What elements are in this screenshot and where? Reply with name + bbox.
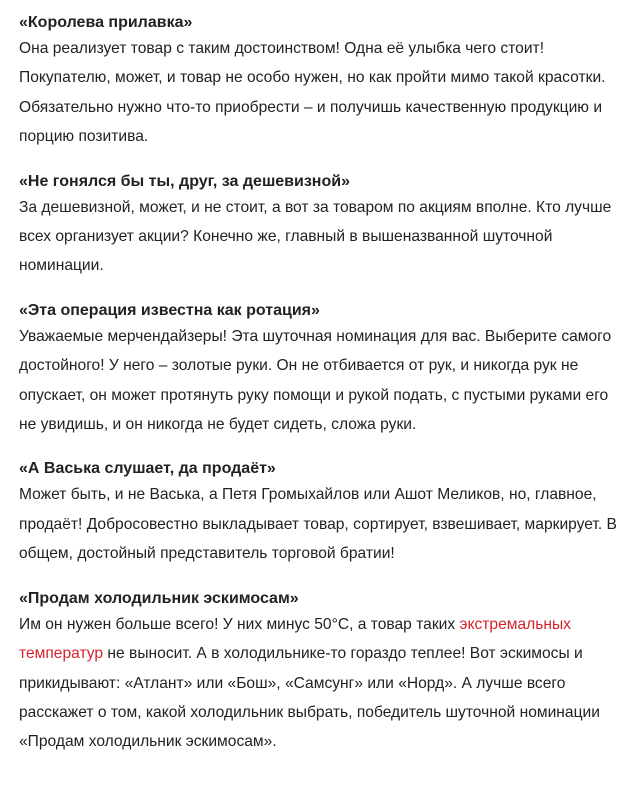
nomination-description [19,610,628,757]
nomination-description: Уважаемые мерчендайзеры! Эта шуточная номинация для вас. Выберите самого достойного! У него – золотые руки. Он не отбивается от рук, и никогда рук не опускает, он может протянуть руку помощи и рукой подать, с пустыми руками его не увидишь, и он никогда не будет сидеть, сложа руки. [19,327,612,434]
nomination-description: Она реализует товар с таким достоинством! Одна её улыбка чего стоит! Покупателю, может, и товар не особо нужен, но как пройти мимо такой красотки. Обязательно нужно что-то приобрести – и получишь качественную продукцию и порцию позитива. [19,40,606,146]
nomination-title: «Эта операция известна как ротация» [19,301,320,319]
nomination-title: «Не гонялся бы ты, друг, за дешевизной» [19,172,350,190]
nomination-section [19,167,628,281]
nomination-title: «Королева прилавка» [19,14,193,31]
nomination-title: «А Васька слушает, да продаёт» [19,460,276,478]
description-text-after: не выносит. А в холодильнике-то гораздо теплее! Вот эскимосы и прикидывают: «Атлант» или «Бош», «Самсунг» или «Норд». А лучше всего расскажет о том, какой холодильник выбрать, победитель шуточной номинации «Продам холодильник эскимосам». [19,645,600,751]
nomination-section [19,296,628,440]
nomination-section [19,454,628,568]
nomination-section [19,584,628,757]
nomination-description: Может быть, и не Васька, а Петя Громыхайлов или Ашот Меликов, но, главное, продаёт! Добросовестно выкладывает товар, сортирует, взвешивает, маркирует. В общем, достойный представитель торговой братии! [19,486,617,563]
nomination-section [19,8,628,152]
extreme-temperatures-link[interactable]: экстремальных температур [19,615,571,663]
nomination-description: За дешевизной, может, и не стоит, а вот за товаром по акциям вполне. Кто лучше всех организует акции? Конечно же, главный в вышеназванной шуточной номинации. [19,198,612,275]
nomination-title: «Продам холодильник эскимосам» [19,589,299,607]
description-text-before: Им он нужен больше всего! У них минус 50°С, а товар таких [19,615,460,633]
